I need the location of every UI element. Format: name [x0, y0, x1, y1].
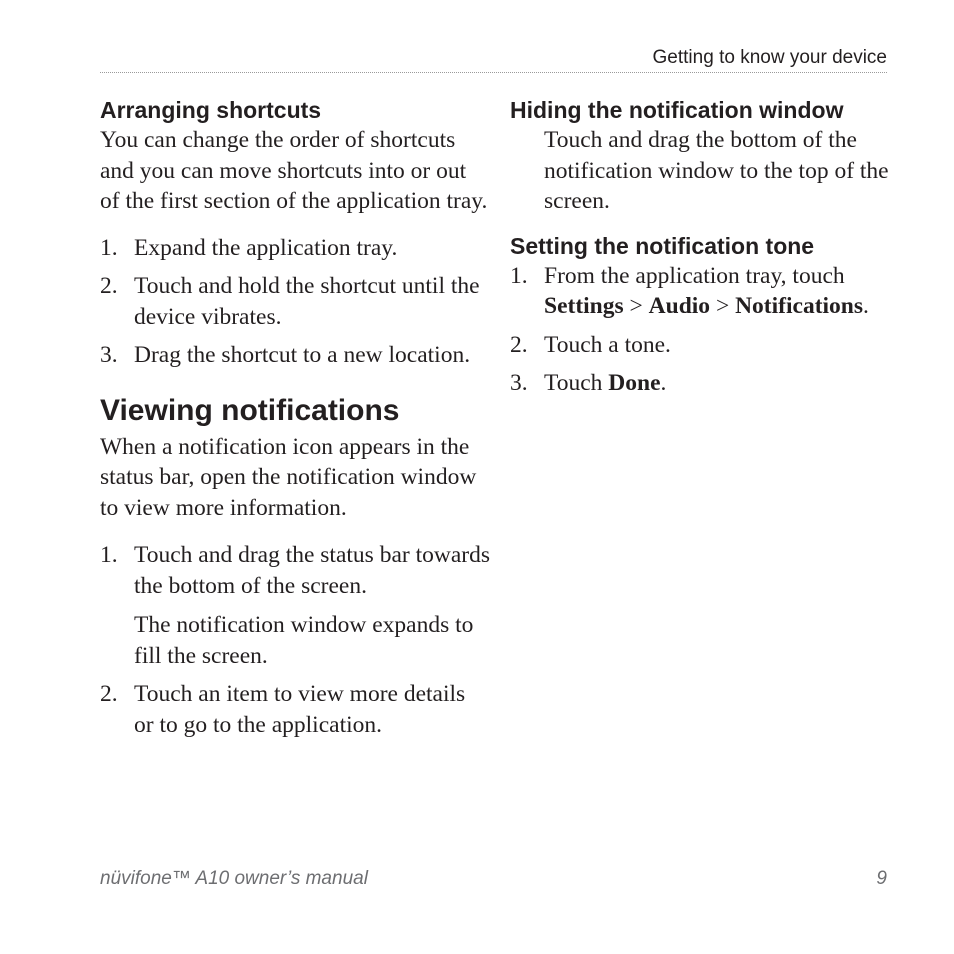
step-text: Drag the shortcut to a new location.	[134, 342, 471, 368]
footer-manual-title: nüvifone™ A10 owner’s manual	[100, 868, 368, 889]
sentence-period: .	[863, 293, 869, 319]
arranging-steps	[100, 233, 490, 371]
step-number: 1.	[100, 234, 118, 261]
done-label: Done	[608, 370, 661, 396]
step-text: Touch and hold the shortcut until the device vibrates.	[134, 273, 480, 330]
step-number: 2.	[100, 681, 118, 707]
hiding-body: Touch and drag the bottom of the notification window to the top of the screen.	[544, 127, 889, 214]
menu-settings: Settings	[544, 293, 624, 319]
step-text: Touch and drag the status bar towards the bottom of the screen.	[134, 542, 490, 599]
sentence-period: .	[660, 370, 667, 396]
list-item	[100, 610, 490, 671]
step-number: 2.	[510, 331, 528, 358]
menu-audio: Audio	[648, 293, 711, 319]
notification-tone-heading: Setting the notification tone	[510, 232, 815, 259]
running-header: Getting to know your device	[652, 47, 887, 68]
list-item	[100, 679, 490, 740]
step-number: 3.	[100, 342, 118, 368]
step-text: Touch	[544, 370, 603, 396]
list-item	[100, 540, 490, 601]
viewing-steps	[100, 540, 490, 740]
menu-separator: >	[629, 293, 643, 319]
menu-separator: >	[715, 293, 730, 319]
list-item	[510, 261, 890, 322]
tone-steps	[510, 261, 890, 399]
step-text: Touch an item to view more details or to go to the application.	[134, 681, 466, 738]
arranging-shortcuts-heading: Arranging shortcuts	[100, 97, 322, 123]
step-number: 3.	[510, 370, 528, 396]
step-number: 1.	[100, 542, 118, 568]
right-column	[510, 95, 890, 399]
step-text: From the application tray, touch	[544, 262, 845, 289]
step-text: Expand the application tray.	[134, 234, 398, 261]
viewing-notifications-heading: Viewing notifications	[100, 393, 400, 427]
arranging-intro: You can change the order of shortcuts and you can move shortcuts into or out of the first section of the application tray.	[100, 127, 488, 214]
step-text: Touch a tone.	[544, 331, 671, 358]
list-item	[100, 233, 490, 264]
list-item	[100, 271, 490, 332]
step-number: 2.	[100, 273, 118, 299]
hiding-notification-heading: Hiding the notification window	[510, 97, 844, 123]
left-column	[100, 95, 490, 740]
menu-notifications: Notifications	[735, 293, 864, 319]
list-item	[100, 340, 490, 371]
header-divider	[100, 72, 887, 73]
list-item	[510, 330, 890, 361]
step-note: The notification window expands to fill the screen.	[134, 612, 474, 669]
step-number: 1.	[510, 262, 528, 289]
viewing-intro: When a notification icon appears in the status bar, open the notification window to view more information.	[100, 433, 477, 521]
page-number: 9	[876, 868, 887, 889]
list-item	[510, 368, 890, 399]
